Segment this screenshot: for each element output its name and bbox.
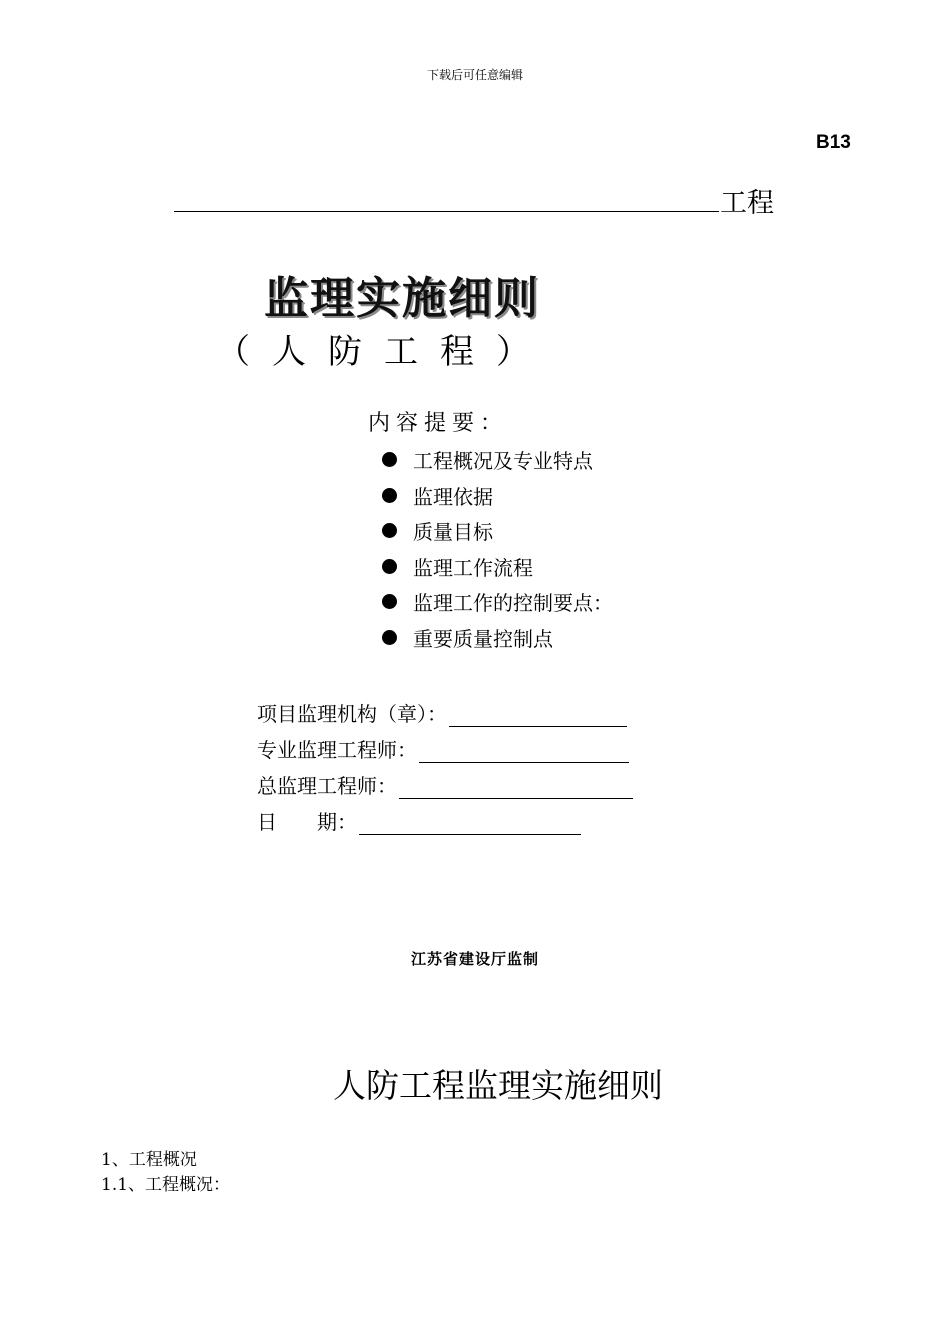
project-name-blank-line[interactable] [174, 211, 719, 212]
list-item [382, 584, 613, 620]
agency-blank-line[interactable] [449, 706, 627, 727]
engineer-label: 专业监理工程师： [257, 738, 417, 762]
header-note: 下载后可任意编辑 [426, 68, 523, 82]
list-item [382, 549, 613, 585]
page-subtitle: （人防工程） [216, 332, 552, 372]
agency-signature-row [257, 698, 627, 727]
chief-signature-row [257, 770, 633, 799]
summary-list [382, 442, 613, 655]
engineer-blank-line[interactable] [419, 742, 629, 763]
list-item-text: 重要质量控制点 [413, 626, 553, 651]
engineer-signature-row [257, 734, 629, 763]
list-item-text: 监理工作的控制要点： [413, 591, 613, 616]
list-item-text: 质量目标 [413, 520, 493, 545]
summary-label: 内容提要： [368, 411, 509, 436]
form-code: B13 [816, 132, 851, 153]
page-title: 监理实施细则 [264, 273, 540, 324]
chief-blank-line[interactable] [399, 778, 633, 799]
section-heading: 1、工程概况 [101, 1150, 197, 1170]
section-heading: 1.1、工程概况： [101, 1175, 231, 1195]
list-item [382, 513, 613, 549]
chief-label: 总监理工程师： [257, 774, 397, 798]
agency-label: 项目监理机构（章）： [257, 702, 447, 726]
issuer-note: 江苏省建设厅监制 [410, 950, 539, 968]
list-item-text: 监理工作流程 [413, 555, 533, 580]
list-item [382, 478, 613, 514]
list-item-text: 监理依据 [413, 484, 493, 509]
bullet-icon [382, 452, 397, 467]
bullet-icon [382, 594, 397, 609]
body-title: 人防工程监理实施细则 [333, 1066, 663, 1105]
date-label: 日 期： [257, 810, 357, 834]
bullet-icon [382, 630, 397, 645]
date-signature-row [257, 806, 581, 835]
bullet-icon [382, 488, 397, 503]
date-blank-line[interactable] [359, 814, 581, 835]
list-item-text: 工程概况及专业特点 [413, 449, 593, 474]
list-item [382, 620, 613, 656]
bullet-icon [382, 559, 397, 574]
project-suffix: 工程 [720, 188, 774, 219]
bullet-icon [382, 523, 397, 538]
list-item [382, 442, 613, 478]
